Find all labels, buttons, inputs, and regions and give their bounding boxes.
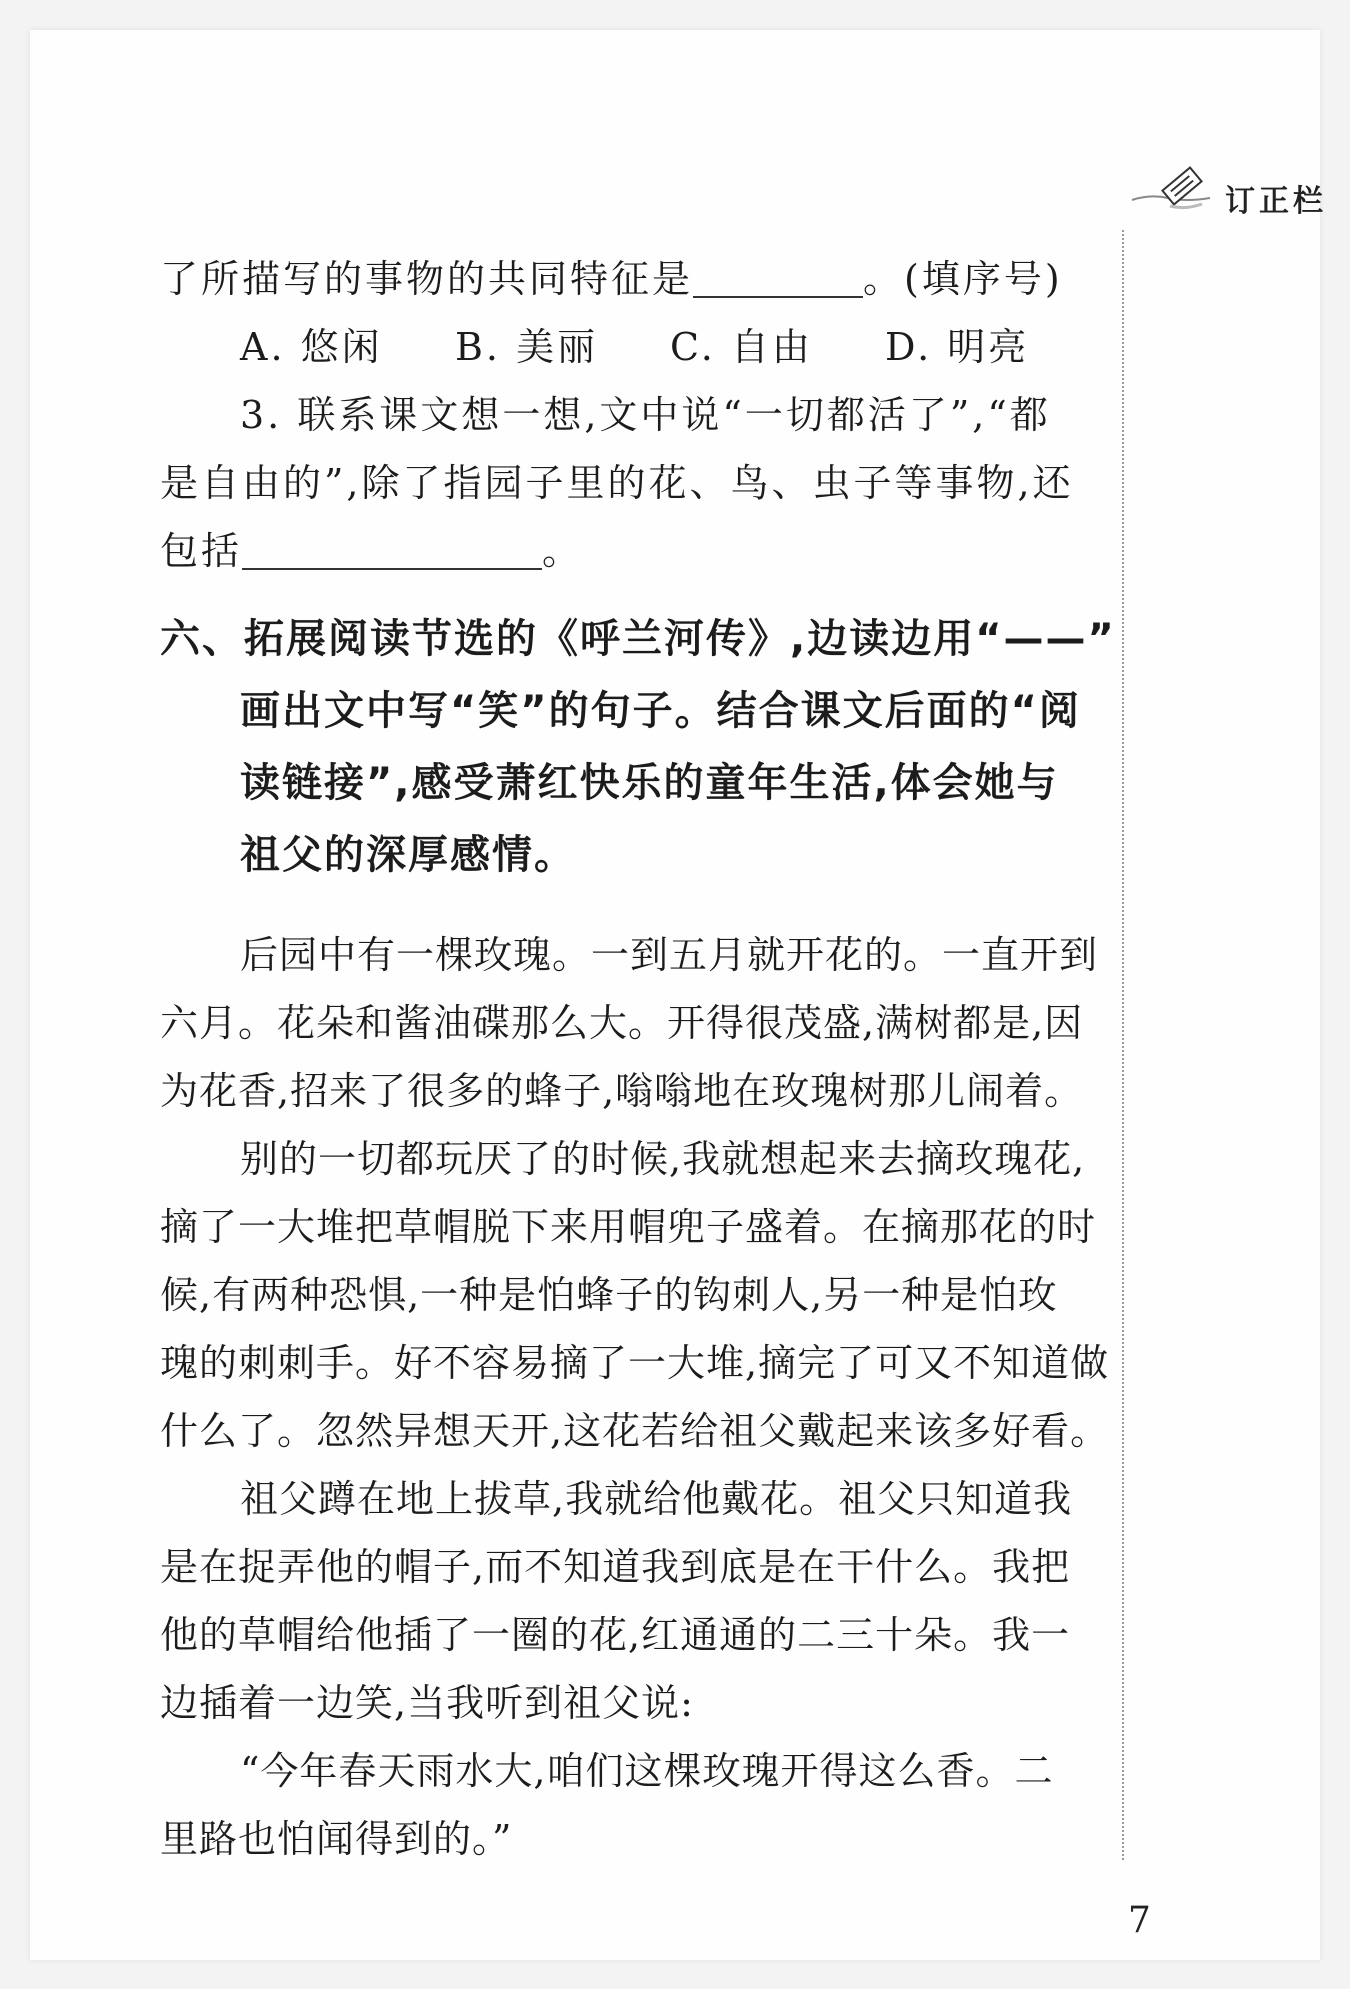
passage-line: 边插着一边笑,当我听到祖父说: bbox=[160, 1681, 694, 1725]
question-3-line-1: 3. 联系课文想一想,文中说“一切都活了”,“都 bbox=[240, 393, 1051, 437]
question-2-text: 了所描写的事物的共同特征是 bbox=[160, 257, 694, 301]
passage-line: 里路也怕闻得到的。” bbox=[160, 1817, 513, 1861]
passage-line: 后园中有一棵玫瑰。一到五月就开花的。一直开到 bbox=[240, 933, 1099, 977]
question-2-hint: 。(填序号) bbox=[863, 257, 1063, 301]
passage-line: 别的一切都玩厌了的时候,我就想起来去摘玫瑰花, bbox=[240, 1137, 1086, 1181]
passage-line: 什么了。忽然异想天开,这花若给祖父戴起来该多好看。 bbox=[160, 1409, 1110, 1453]
page-number: 7 bbox=[1128, 1900, 1151, 1941]
section-6-line: 祖父的深厚感情。 bbox=[240, 832, 576, 878]
correction-column-header bbox=[1130, 158, 1350, 228]
passage-line: 候,有两种恐惧,一种是怕蜂子的钩刺人,另一种是怕玫 bbox=[160, 1273, 1058, 1317]
passage-line: 摘了一大堆把草帽脱下来用帽兜子盛着。在摘那花的时 bbox=[160, 1205, 1097, 1249]
passage-line: 瑰的刺刺手。好不容易摘了一大堆,摘完了可又不知道做 bbox=[160, 1341, 1110, 1385]
passage-line: “今年春天雨水大,咱们这棵玫瑰开得这么香。二 bbox=[240, 1749, 1054, 1793]
passage-line: 祖父蹲在地上拔草,我就给他戴花。祖父只知道我 bbox=[240, 1477, 1073, 1521]
question-3-line-3 bbox=[160, 517, 1100, 585]
option-d: D. 明亮 bbox=[885, 325, 1030, 369]
question-3-text: 包括 bbox=[160, 529, 243, 573]
section-6-line: 六、拓展阅读节选的《呼兰河传》,边读边用“——” bbox=[160, 616, 1116, 662]
question-2-tail bbox=[160, 245, 1100, 313]
main-content bbox=[160, 245, 1116, 1873]
section-6-line: 读链接”,感受萧红快乐的童年生活,体会她与 bbox=[240, 760, 1059, 806]
passage-line: 六月。花朵和酱油碟那么大。开得很茂盛,满树都是,因 bbox=[160, 1001, 1084, 1045]
reading-passage bbox=[160, 921, 1110, 1873]
answer-blank-q3[interactable] bbox=[242, 528, 542, 570]
workbook-page bbox=[30, 30, 1327, 1960]
answer-blank-q2[interactable] bbox=[693, 256, 863, 298]
question-2-options bbox=[160, 313, 1100, 381]
pencil-note-icon bbox=[1130, 158, 1225, 218]
correction-column-title: 订正栏 bbox=[1225, 184, 1327, 219]
section-6-line: 画出文中写“笑”的句子。结合课文后面的“阅 bbox=[240, 688, 1081, 734]
passage-line: 为花香,招来了很多的蜂子,嗡嗡地在玫瑰树那儿闹着。 bbox=[160, 1069, 1084, 1113]
option-c: C. 自由 bbox=[670, 325, 813, 369]
correction-column-divider bbox=[1122, 230, 1124, 1860]
passage-line: 他的草帽给他插了一圈的花,红通通的二三十朵。我一 bbox=[160, 1613, 1071, 1657]
question-3-line-2: 是自由的”,除了指园子里的花、鸟、虫子等事物,还 bbox=[160, 461, 1074, 505]
option-b: B. 美丽 bbox=[455, 325, 599, 369]
question-3-end: 。 bbox=[542, 529, 584, 573]
section-6-heading bbox=[160, 603, 1116, 891]
option-a: A. 悠闲 bbox=[240, 325, 383, 369]
passage-line: 是在捉弄他的帽子,而不知道我到底是在干什么。我把 bbox=[160, 1545, 1071, 1589]
